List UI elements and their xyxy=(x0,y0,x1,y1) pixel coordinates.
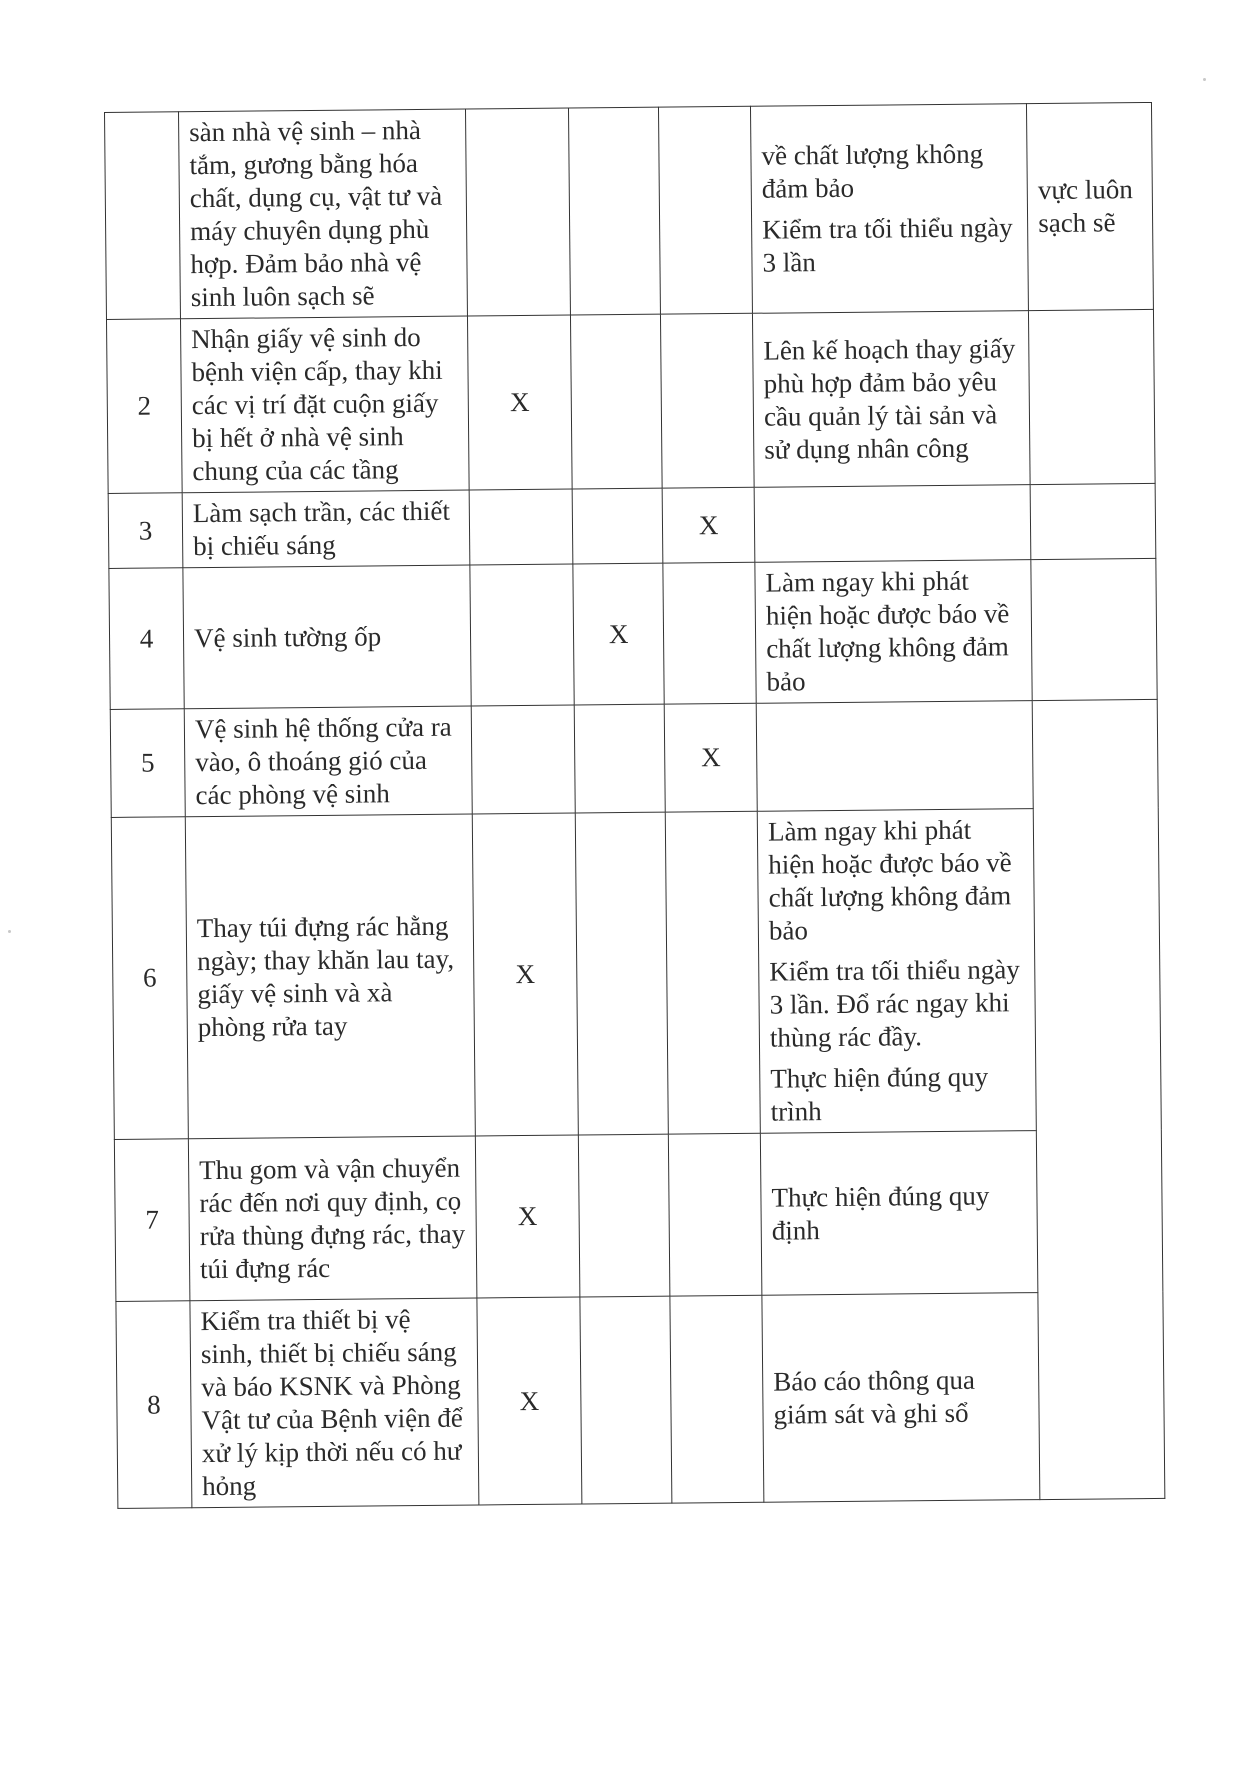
table-row xyxy=(111,807,1161,1139)
task-description: Nhận giấy vệ sinh do bệnh viện cấp, thay khi các vị trí đặt cuộn giấy bị hết ở nhà vệ sinh chung của các tầng xyxy=(180,316,469,493)
frequency-mark-monthly xyxy=(661,313,754,488)
task-notes xyxy=(756,701,1033,812)
task-description: Kiểm tra thiết bị vệ sinh, thiết bị chiếu sáng và báo KSNK và Phòng Vật tư của Bệnh viện để xử lý kịp thời nếu có hư hỏng xyxy=(190,1298,479,1508)
task-notes xyxy=(757,809,1036,1134)
frequency-mark-weekly xyxy=(580,1296,673,1504)
table-row xyxy=(106,309,1155,493)
note-line: Làm ngay khi phát hiện hoặc được báo về chất lượng không đảm bảo xyxy=(765,565,1010,697)
note-line: Thực hiện đúng quy định xyxy=(771,1180,990,1246)
frequency-mark-daily: X xyxy=(468,315,572,490)
note-line xyxy=(765,522,1020,524)
row-number: 2 xyxy=(106,319,182,494)
frequency-mark-monthly: X xyxy=(663,487,755,563)
table-row xyxy=(108,483,1156,568)
task-notes xyxy=(753,311,1031,488)
frequency-mark-weekly xyxy=(578,1134,670,1297)
table-row xyxy=(105,102,1154,319)
row-number: 6 xyxy=(111,817,188,1140)
frequency-mark-daily: X xyxy=(475,1135,579,1298)
task-notes xyxy=(755,560,1032,704)
task-description: Vệ sinh hệ thống cửa ra vào, ô thoáng gió của các phòng vệ sinh xyxy=(184,706,472,817)
task-result: vực luôn sạch sẽ xyxy=(1027,102,1154,310)
task-description: Vệ sinh tường ốp xyxy=(183,565,471,709)
task-notes xyxy=(760,1131,1038,1296)
task-description: sàn nhà vệ sinh – nhà tắm, gương bằng hóa chất, dụng cụ, vật tư và máy chuyên dụng phù hợp. Đảm bảo nhà vệ sinh luôn sạch sẽ xyxy=(178,109,467,319)
frequency-mark-daily xyxy=(466,108,571,316)
note-line: Kiểm tra tối thiểu ngày 3 lần. Đổ rác ngay khi thùng rác đầy. xyxy=(769,954,1020,1053)
table-row xyxy=(109,558,1157,709)
frequency-mark-daily xyxy=(469,489,572,565)
frequency-mark-monthly xyxy=(666,811,761,1134)
frequency-mark-daily xyxy=(470,564,574,706)
table-row xyxy=(110,699,1158,817)
task-result-merged xyxy=(1032,699,1165,1499)
note-line: Làm ngay khi phát hiện hoặc được báo về chất lượng không đảm bảo xyxy=(767,814,1012,946)
frequency-mark-weekly xyxy=(574,704,666,813)
task-description: Thu gom và vận chuyển rác đến nơi quy định, cọ rửa thùng đựng rác, thay túi đựng rác xyxy=(188,1136,477,1301)
frequency-mark-monthly xyxy=(670,1295,764,1503)
note-line xyxy=(767,755,1022,757)
row-number: 3 xyxy=(108,493,183,569)
task-description: Thay túi đựng rác hằng ngày; thay khăn lau tay, giấy vệ sinh và xà phòng rửa tay xyxy=(185,814,475,1139)
note-line: về chất lượng không đảm bảo xyxy=(761,138,984,204)
frequency-mark-weekly xyxy=(568,107,661,315)
frequency-mark-daily xyxy=(471,705,575,814)
task-description: Làm sạch trần, các thiết bị chiếu sáng xyxy=(182,490,470,568)
scan-speck xyxy=(8,930,11,933)
frequency-mark-monthly: X xyxy=(665,703,758,812)
frequency-mark-monthly xyxy=(659,106,753,314)
frequency-mark-daily: X xyxy=(477,1297,582,1505)
frequency-mark-weekly xyxy=(570,314,662,489)
frequency-mark-weekly xyxy=(575,812,669,1135)
frequency-mark-weekly xyxy=(572,488,663,564)
scan-speck xyxy=(1203,78,1206,81)
task-notes xyxy=(762,1293,1040,1503)
row-number: 5 xyxy=(110,709,185,818)
row-number: 4 xyxy=(109,568,184,710)
frequency-mark-daily: X xyxy=(472,813,578,1136)
task-result xyxy=(1030,483,1156,559)
task-result xyxy=(1031,558,1157,700)
row-number xyxy=(105,112,181,320)
table-row xyxy=(114,1129,1163,1301)
frequency-mark-monthly xyxy=(669,1133,762,1296)
row-number: 8 xyxy=(116,1301,192,1509)
note-line: Kiểm tra tối thiểu ngày 3 lần xyxy=(762,212,1013,278)
frequency-mark-monthly xyxy=(663,562,756,704)
table-row xyxy=(116,1291,1165,1508)
note-line: Lên kế hoạch thay giấy phù hợp đảm bảo yêu cầu quản lý tài sản và sử dụng nhân công xyxy=(763,332,1016,465)
task-notes xyxy=(751,104,1029,314)
note-line: Thực hiện đúng quy trình xyxy=(770,1061,989,1127)
row-number: 7 xyxy=(114,1139,190,1302)
task-notes xyxy=(754,485,1031,563)
frequency-mark-weekly: X xyxy=(573,563,665,705)
task-result xyxy=(1029,309,1156,484)
note-line: Báo cáo thông qua giám sát và ghi sổ xyxy=(773,1364,976,1430)
cleaning-task-table xyxy=(104,102,1165,1509)
